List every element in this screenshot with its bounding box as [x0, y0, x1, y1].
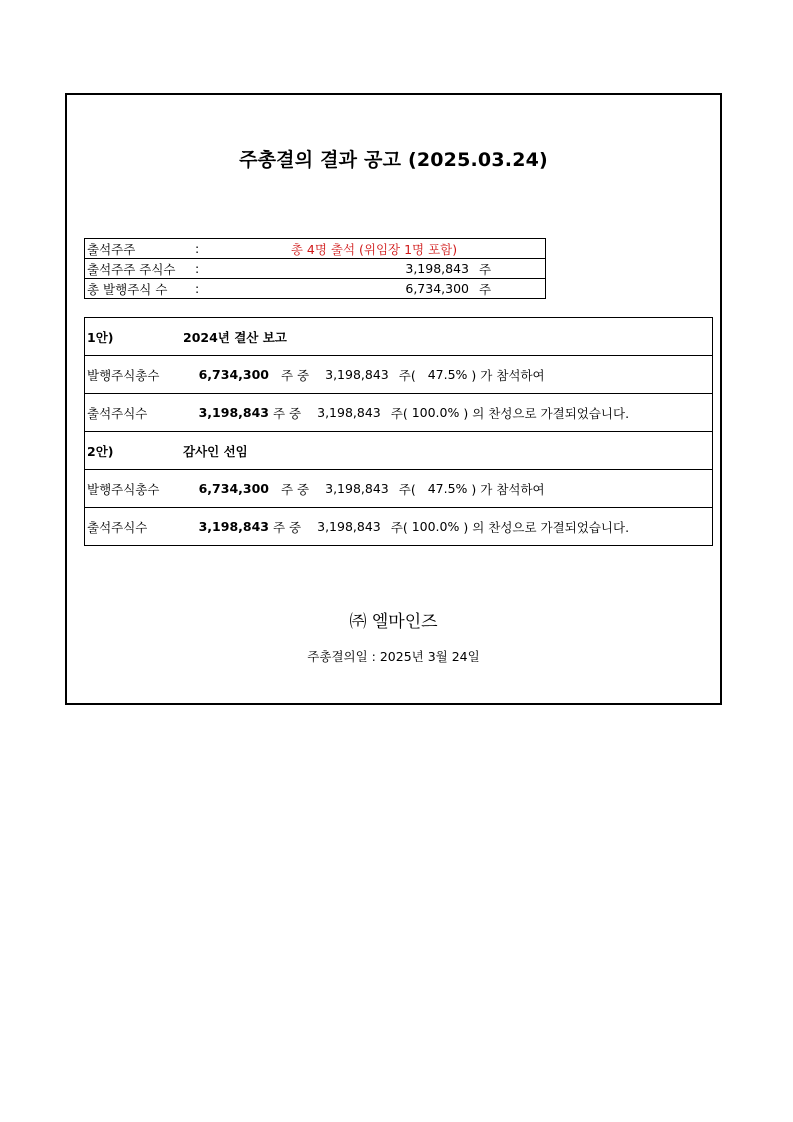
attendance-value: 총 4명 출석 (위임장 1명 포함) — [290, 241, 458, 257]
line-tail: ) 의 찬성으로 가결되었습니다. — [463, 519, 630, 535]
line-mid: 주 중 — [281, 481, 310, 497]
attendance-colon: : — [195, 241, 200, 256]
line-unit: 주( — [390, 519, 408, 535]
attendance-label: 출석주주 주식수 — [87, 261, 176, 277]
line-count: 3,198,843 — [317, 519, 381, 534]
line-tail: ) 가 참석하여 — [471, 481, 545, 497]
agenda-title: 감사인 선임 — [183, 443, 248, 459]
agenda-title: 2024년 결산 보고 — [183, 329, 287, 345]
agenda-header-cell — [85, 432, 713, 470]
line-label: 출석주식수 — [87, 405, 148, 421]
agenda-header-row — [85, 432, 713, 470]
agenda-line-row — [85, 394, 713, 432]
line-unit: 주( — [398, 367, 416, 383]
resolution-date: 주총결의일 : 2025년 3월 24일 — [307, 649, 480, 664]
attendance-colon: : — [195, 281, 200, 296]
notice-frame — [65, 93, 722, 705]
attendance-row — [85, 239, 546, 259]
attendance-cell — [85, 259, 546, 279]
attendance-unit: 주 — [479, 281, 492, 297]
line-total: 6,734,300 — [198, 481, 269, 496]
line-mid: 주 중 — [273, 405, 302, 421]
agenda-line-cell — [85, 470, 713, 508]
line-label: 출석주식수 — [87, 519, 148, 535]
agenda-number: 2안) — [87, 443, 114, 459]
agenda-line-row — [85, 508, 713, 546]
agenda-line-cell — [85, 356, 713, 394]
attendance-cell — [85, 279, 546, 299]
agenda-number: 1안) — [87, 329, 114, 345]
page-title: 주총결의 결과 공고 (2025.03.24) — [239, 149, 548, 171]
line-mid: 주 중 — [281, 367, 310, 383]
line-unit: 주( — [398, 481, 416, 497]
line-percent: 100.0% — [411, 405, 460, 420]
line-count: 3,198,843 — [325, 367, 389, 382]
line-percent: 47.5% — [427, 367, 468, 382]
attendance-value: 3,198,843 — [405, 261, 469, 276]
agenda-table — [84, 317, 713, 546]
agenda-line-row — [85, 356, 713, 394]
line-total: 3,198,843 — [198, 405, 269, 420]
agenda-line-row — [85, 470, 713, 508]
line-percent: 100.0% — [411, 519, 460, 534]
line-tail: ) 가 참석하여 — [471, 367, 545, 383]
line-label: 발행주식총수 — [87, 367, 160, 383]
agenda-header-cell — [85, 318, 713, 356]
attendance-cell — [85, 239, 546, 259]
attendance-row — [85, 259, 546, 279]
line-count: 3,198,843 — [317, 405, 381, 420]
line-tail: ) 의 찬성으로 가결되었습니다. — [463, 405, 630, 421]
line-mid: 주 중 — [273, 519, 302, 535]
attendance-label: 총 발행주식 수 — [87, 281, 168, 297]
line-unit: 주( — [390, 405, 408, 421]
company-name: ㈜ 엘마인즈 — [349, 612, 438, 632]
agenda-header-row — [85, 318, 713, 356]
agenda-line-cell — [85, 394, 713, 432]
line-total: 3,198,843 — [198, 519, 269, 534]
attendance-label: 출석주주 — [87, 241, 136, 257]
agenda-line-cell — [85, 508, 713, 546]
line-count: 3,198,843 — [325, 481, 389, 496]
line-label: 발행주식총수 — [87, 481, 160, 497]
attendance-colon: : — [195, 261, 200, 276]
attendance-table — [84, 238, 546, 299]
attendance-value: 6,734,300 — [405, 281, 469, 296]
line-total: 6,734,300 — [198, 367, 269, 382]
line-percent: 47.5% — [427, 481, 468, 496]
attendance-unit: 주 — [479, 261, 492, 277]
attendance-row — [85, 279, 546, 299]
